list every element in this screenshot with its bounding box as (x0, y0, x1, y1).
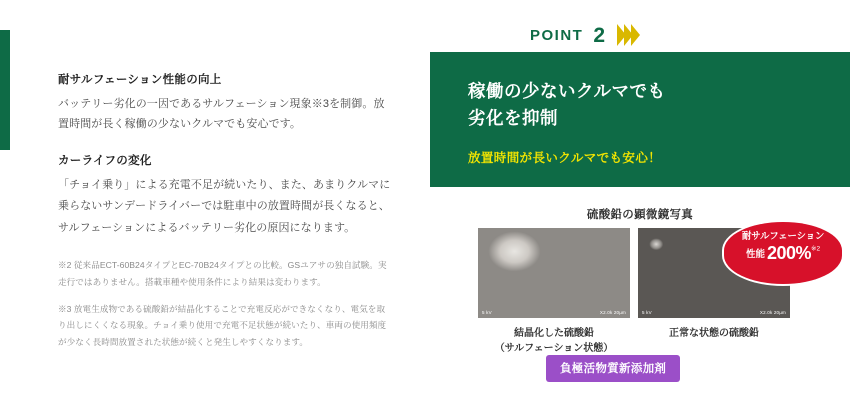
headline-line-2: 劣化を抑制 (468, 108, 558, 129)
photo-caption (638, 326, 790, 341)
section1-heading: 耐サルフェーション性能の向上 (58, 74, 222, 86)
badge-line-1: 耐サルフェーション (741, 231, 825, 242)
photo-caption (478, 326, 630, 356)
photo-scale-label: 5 kV (642, 310, 652, 315)
micrograph-title: 硫酸鉛の顕微鏡写真 (586, 209, 694, 221)
section1-body: バッテリー劣化の一因であるサルフェーション現象※3を制御。放置時間が長く稼働の少ないクルマでも安心です。 (58, 98, 385, 131)
photo-magnification-label: X2.0k 20µm (599, 310, 626, 315)
headline-subtext: 放置時間が長いクルマでも安心！ (468, 151, 662, 166)
right-column (430, 0, 850, 412)
point-label: POINT (530, 26, 584, 44)
point-number: 2 (593, 23, 606, 47)
badge-value: 200% (766, 242, 811, 263)
photo-caption-line-2: （サルフェーション状態） (494, 343, 614, 354)
headline-green-box (430, 52, 850, 187)
footnote-2: ※2 従来品ECT-60B24タイプとEC-70B24タイプとの比較。GSユアサの独自試験。実走行ではありません。搭載車種や使用条件により結果は変わります。 (58, 260, 387, 287)
chevron-group (617, 24, 638, 46)
photo-caption-line-1: 結晶化した硫酸鉛 (514, 328, 594, 339)
additive-pill-label: 負極活物質新添加剤 (546, 355, 680, 382)
badge-line-2: 性能 (745, 248, 765, 260)
headline-line-1: 稼働の少ないクルマでも (468, 81, 666, 101)
chevron-right-icon (631, 24, 640, 46)
micrograph-image-crystallized (478, 228, 630, 318)
section2-body: 「チョイ乗り」による充電不足が続いたり、また、あまりクルマに乗らないサンデードライバーでは駐車中の放置時間が長くなると、サルフェーションによるバッテリー劣化の原因になります。 (58, 178, 391, 234)
point-header (530, 24, 638, 46)
photo-item (478, 228, 630, 356)
footnote-3: ※3 放電生成物である硫酸鉛が結晶化することで充電反応ができなくなり、電気を取り出しにくくなる現象。チョイ乗り使用で充電不足状態が続いたり、車両の使用頻度が少なく長時間放置された状態が続くと発生しやすくなります。 (58, 303, 387, 348)
photo-scale-label: 5 kV (482, 310, 492, 315)
section2-heading: カーライフの変化 (58, 154, 152, 167)
left-text-block (58, 72, 393, 361)
photo-caption-line-1: 正常な状態の硫酸鉛 (669, 328, 759, 339)
photo-magnification-label: X2.0k 20µm (759, 310, 786, 315)
performance-badge (724, 222, 842, 284)
green-accent-bar (0, 30, 10, 150)
badge-superscript: ※2 (811, 245, 821, 253)
